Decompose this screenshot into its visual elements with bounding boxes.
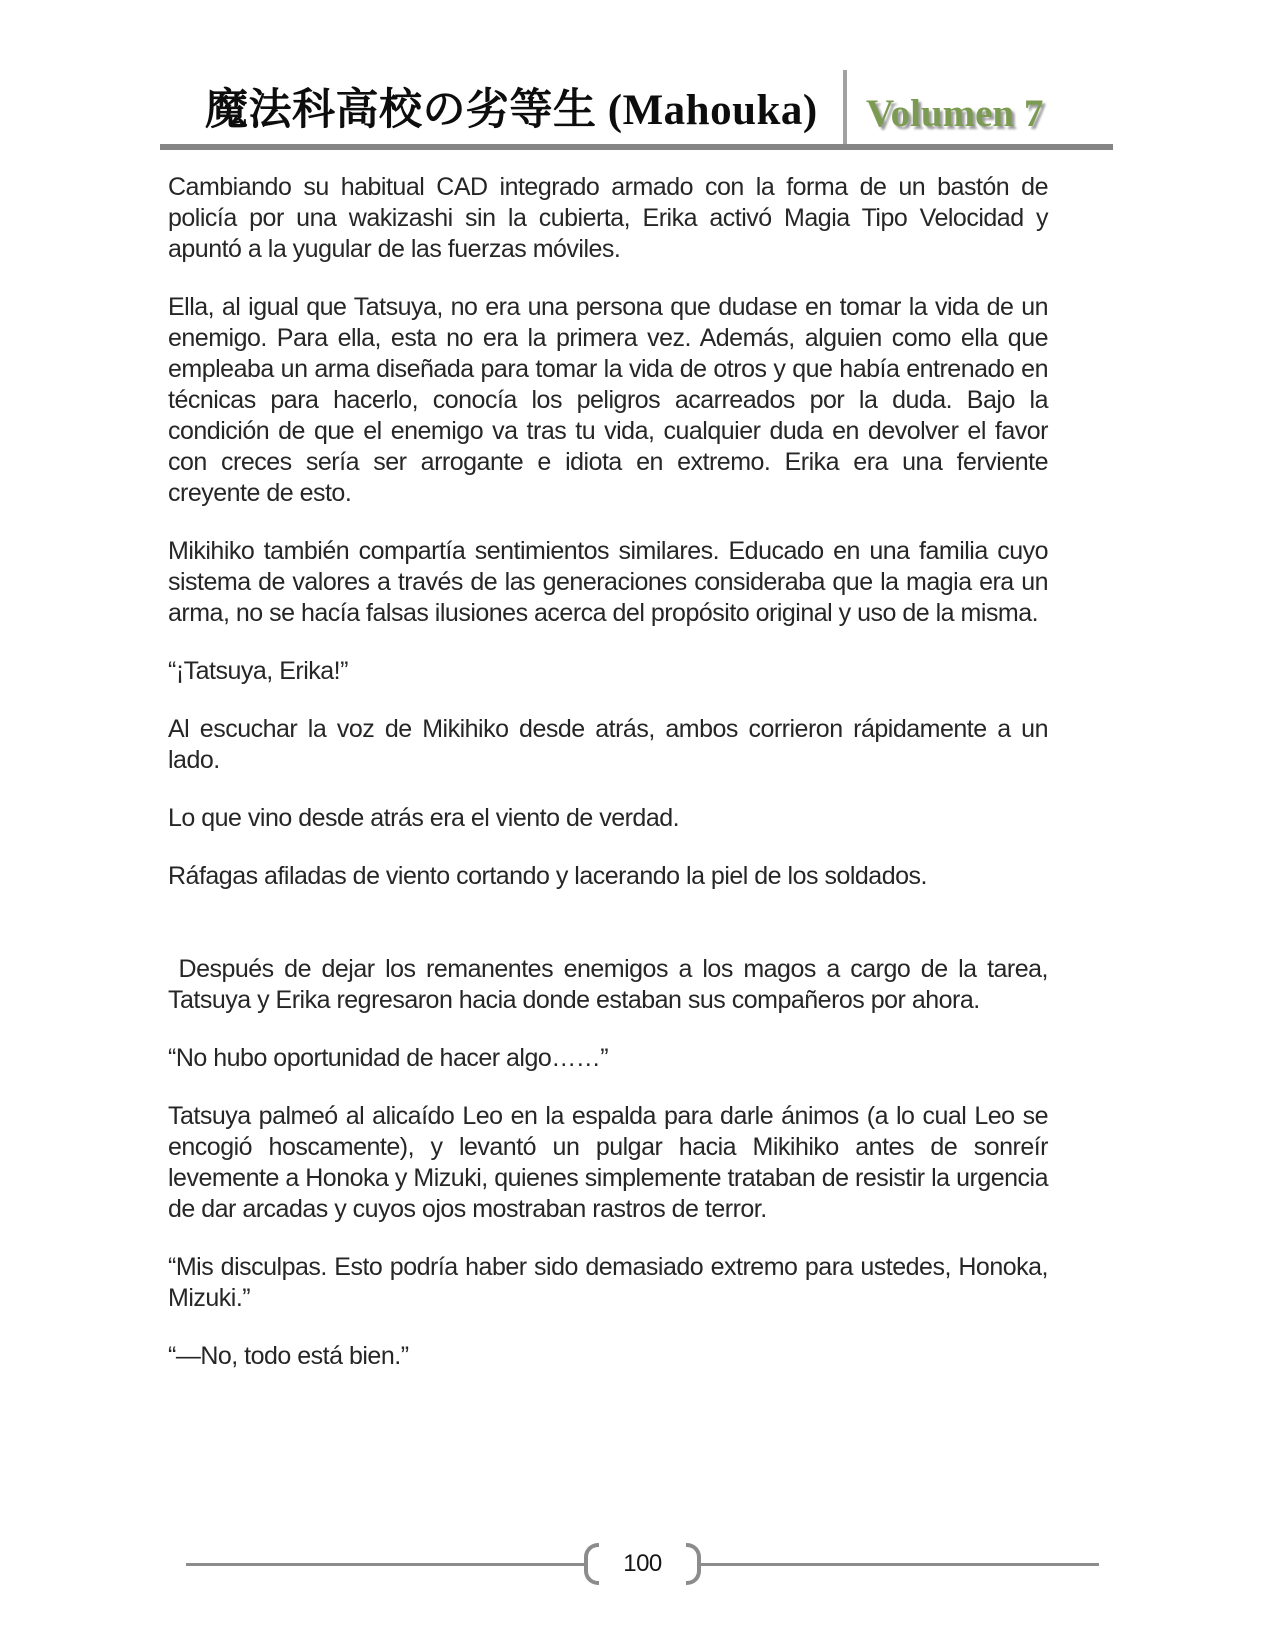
footer-bracket-left [584, 1543, 599, 1585]
header-vertical-divider [843, 70, 847, 144]
paragraph-spacer [168, 919, 1048, 927]
paragraph: Ráfagas afiladas de viento cortando y lacerando la piel de los soldados. [168, 862, 927, 890]
paragraph: Lo que vino desde atrás era el viento de verdad. [168, 804, 680, 832]
paragraph: Cambiando su habitual CAD integrado armado con la forma de un bastón de policía por una wakizashi sin la cubierta, Erika activó Magia Tipo Velocidad y apuntó a la yugular de las fuerzas móviles. [168, 173, 1055, 263]
footer-bracket-right [686, 1543, 701, 1585]
paragraph: Al escuchar la voz de Mikihiko desde atrás, ambos corrieron rápidamente a un lado. [168, 715, 1055, 774]
page-footer [186, 1543, 1099, 1585]
paragraph: “—No, todo está bien.” [168, 1342, 409, 1370]
paragraph: “¡Tatsuya, Erika!” [168, 657, 348, 685]
footer-line-right [701, 1563, 1099, 1566]
page-number: 100 [623, 1550, 662, 1577]
paragraph: Mikihiko también compartía sentimientos similares. Educado en una familia cuyo sistema de valores a través de las generaciones consideraba que la magia era un arma, no se hacía falsas ilusiones acerca del propósito original y uso de la misma. [168, 537, 1055, 627]
paragraph: “No hubo oportunidad de hacer algo……” [168, 1044, 609, 1072]
paragraph: “Mis disculpas. Esto podría haber sido demasiado extremo para ustedes, Honoka, Mizuki.” [168, 1253, 1055, 1312]
paragraph: Ella, al igual que Tatsuya, no era una persona que dudase en tomar la vida de un enemigo. Para ella, esta no era la primera vez. Además, alguien como ella que empleaba un arma diseñada para tomar la vida de otros y que había entrenado en técnicas para hacerlo, conocía los peligros acarreados por la duda. Bajo la condición de que el enemigo va tras tu vida, cualquier duda en devolver el favor con creces sería ser arrogante e idiota en extremo. Erika era una ferviente creyente de esto. [168, 293, 1055, 507]
volume-label: Volumen 7 [866, 92, 1044, 135]
header-title-japanese: 魔法科高校の劣等生 (Mahouka) [205, 87, 818, 134]
footer-line-left [186, 1563, 584, 1566]
paragraph: Después de dejar los remanentes enemigos a los magos a cargo de la tarea, Tatsuya y Erika regresaron hacia donde estaban sus compañeros por ahora. [168, 955, 1054, 1014]
body-text [168, 172, 1055, 1399]
paragraph: Tatsuya palmeó al alicaído Leo en la espalda para darle ánimos (a lo cual Leo se encogió hoscamente), y levantó un pulgar hacia Mikihiko antes de sonreír levemente a Honoka y Mizuki, quienes simplemente trataban de resistir la urgencia de dar arcadas y cuyos ojos mostraban rastros de terror. [168, 1102, 1055, 1223]
page-header [160, 62, 1113, 150]
